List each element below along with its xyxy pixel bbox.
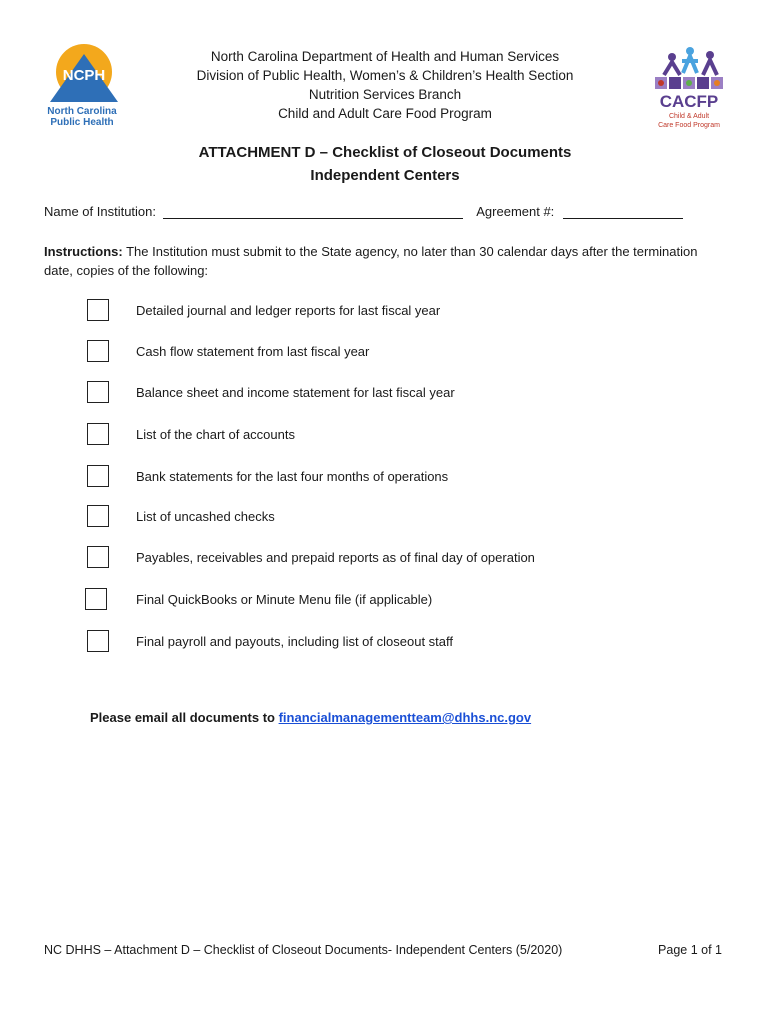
- header-line: Child and Adult Care Food Program: [278, 106, 492, 121]
- cacfp-logo-abbrev: CACFP: [659, 92, 719, 111]
- cacfp-logo: [650, 45, 728, 131]
- footer-document-id: NC DHHS – Attachment D – Checklist of Closeout Documents- Independent Centers (5/2020): [44, 943, 563, 957]
- checklist-item: [87, 422, 295, 446]
- checklist-item-label: Detailed journal and ledger reports for last fiscal year: [136, 302, 441, 318]
- email-prefix: Please email all documents to: [90, 710, 279, 725]
- checklist-item: [87, 339, 370, 363]
- checklist-item: [87, 380, 455, 404]
- checklist-item: [87, 545, 535, 569]
- title-line-1: ATTACHMENT D – Checklist of Closeout Documents: [198, 144, 572, 161]
- checklist-item-label: Bank statements for the last four months of operations: [136, 468, 449, 484]
- checklist-item-label: List of the chart of accounts: [136, 426, 295, 442]
- checklist-item: [87, 504, 275, 528]
- cacfp-logo-line1: Child & Adult: [668, 113, 710, 120]
- checklist-checkbox[interactable]: [87, 340, 109, 362]
- checklist-checkbox[interactable]: [87, 423, 109, 445]
- checklist-checkbox[interactable]: [87, 465, 109, 487]
- checklist-checkbox[interactable]: [87, 299, 109, 321]
- title-line-2: Independent Centers: [310, 167, 460, 184]
- checklist-checkbox[interactable]: [85, 588, 107, 610]
- ncph-logo: [40, 42, 124, 128]
- checklist-item: [87, 629, 453, 653]
- ncph-logo-line1: North Carolina: [47, 106, 117, 117]
- institution-field-row: [44, 204, 683, 219]
- header-line: Nutrition Services Branch: [308, 87, 462, 102]
- checklist-item-label: List of uncashed checks: [136, 508, 275, 524]
- checklist-checkbox[interactable]: [87, 546, 109, 568]
- checklist-item-label: Balance sheet and income statement for last fiscal year: [136, 384, 455, 400]
- institution-name-field[interactable]: [163, 204, 463, 219]
- institution-label: Name of Institution:: [44, 204, 156, 219]
- checklist-item: [87, 464, 449, 488]
- agreement-label: Agreement #:: [476, 204, 555, 219]
- checklist-checkbox[interactable]: [87, 630, 109, 652]
- header-line: Division of Public Health, Women’s & Children’s Health Section: [196, 68, 574, 83]
- checklist-item: [87, 298, 441, 322]
- checklist-item-label: Final payroll and payouts, including list of closeout staff: [136, 633, 453, 649]
- checklist-item-label: Cash flow statement from last fiscal year: [136, 343, 370, 359]
- ncph-logo-line2: Public Health: [50, 117, 114, 128]
- checklist-checkbox[interactable]: [87, 505, 109, 527]
- ncph-logo-abbrev: NCPH: [62, 67, 106, 84]
- header-line: North Carolina Department of Health and Human Services: [210, 49, 560, 64]
- instructions-label: Instructions:: [44, 244, 123, 259]
- instructions-text: The Institution must submit to the State agency, no later than 30 calendar days after the termination date, copies of the following:: [44, 244, 698, 278]
- document-title: [100, 141, 670, 187]
- footer-page-number: Page 1 of 1: [658, 943, 722, 957]
- email-link[interactable]: financialmanagementteam@dhhs.nc.gov: [278, 710, 532, 725]
- checklist-item-label: Final QuickBooks or Minute Menu file (if applicable): [136, 591, 433, 607]
- email-instruction: [90, 710, 531, 725]
- document-header: [150, 47, 620, 123]
- agreement-number-field[interactable]: [563, 204, 683, 219]
- cacfp-logo-line2: Care Food Program: [658, 122, 720, 129]
- checklist-item-label: Payables, receivables and prepaid reports as of final day of operation: [136, 549, 535, 565]
- instructions: [44, 242, 724, 280]
- checklist-checkbox[interactable]: [87, 381, 109, 403]
- checklist-item: [85, 587, 433, 611]
